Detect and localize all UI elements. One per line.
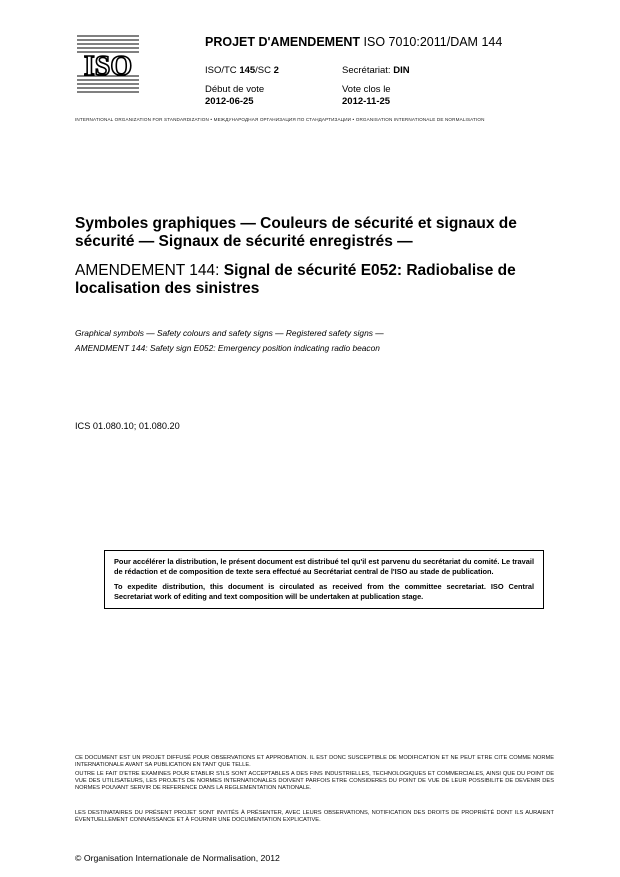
vote-end-label: Vote clos le	[342, 84, 391, 95]
main-title: Symboles graphiques — Couleurs de sécurité et signaux de sécurité — Signaux de sécurité enregistrés —	[75, 215, 517, 250]
amendment-title: AMENDEMENT 144: Signal de sécurité E052: Radiobalise de localisation des sinistres	[75, 262, 516, 297]
notice-english: To expedite distribution, this document is circulated as received from the committee secretariat. ISO Central Secretariat work of editing and text composition will be undertaken at publication stage.	[114, 581, 534, 601]
iso-logo	[75, 33, 141, 95]
committee-ref: ISO/TC 145/SC 2	[205, 65, 279, 76]
header-title-rest: ISO 7010:2011/DAM 144	[360, 35, 503, 49]
header-title-bold: PROJET D'AMENDEMENT	[205, 35, 361, 49]
disclaimer-paragraph-3: LES DESTINATAIRES DU PRÉSENT PROJET SONT INVITÉS À PRÉSENTER, AVEC LEURS OBSERVATIONS, NOTIFICATION DES DROITS DE PROPRIÉTÉ DONT ILS AURAIENT ÉVENTUELLEMENT CONNAISSANCE ET À FOURNIR UNE DOCUMENTATION EXPLICATIVE.	[75, 810, 554, 824]
copyright-notice: © Organisation Internationale de Normalisation, 2012	[75, 853, 280, 863]
vote-start-date: 2012-06-25	[205, 96, 254, 107]
vote-start-label: Début de vote	[205, 84, 265, 95]
vote-end-date: 2012-11-25	[342, 96, 391, 107]
notice-french: Pour accélérer la distribution, le présent document est distribué tel qu'il est parvenu du secrétariat du comité. Le travail de rédaction et de composition de texte sera effectué au Secrétariat central de l'ISO au stade de publication.	[114, 557, 534, 577]
document-title-header	[205, 35, 502, 49]
english-title-line2: AMENDMENT 144: Safety sign E052: Emergency position indicating radio beacon	[75, 343, 380, 353]
iso-logo-text: ISO	[83, 51, 133, 82]
english-title	[75, 326, 555, 356]
disclaimer-paragraph-1: CE DOCUMENT EST UN PROJET DIFFUSÉ POUR OBSERVATIONS ET APPROBATION. IL EST DONC SUSCEPTIBLE DE MODIFICATION ET NE PEUT ETRE CITE COMME NORME INTERNATIONALE AVANT SA PUBLICATION EN TANT QUE TELLE.	[75, 755, 554, 769]
distribution-notice	[104, 550, 544, 609]
disclaimer-paragraph-2: OUTRE LE FAIT D'ETRE EXAMINES POUR ETABLIR S'ILS SONT ACCEPTABLES A DES FINS INDUSTRIELLES, TECHNOLOGIQUES ET COMMERCIALES, AINSI QUE DU POINT DE VUE DES UTILISATEURS, LES PROJETS DE NORMES INTERNATIONALES DOIVENT PARFOIS ETRE CONSIDERES DU POINT DE VUE DE LEUR POSSIBILITE DE DEVENIR DES NORMES POUVANT SERVIR DE REFERENCE DANS LA REGLEMENTATION NATIONALE.	[75, 771, 554, 792]
ics-codes: ICS 01.080.10; 01.080.20	[75, 421, 180, 431]
english-title-line1: Graphical symbols — Safety colours and safety signs — Registered safety signs —	[75, 328, 384, 338]
secretariat: Secrétariat: DIN	[342, 65, 410, 76]
organization-names: INTERNATIONAL ORGANIZATION FOR STANDARDIZATION • МЕЖДУНАРОДНАЯ ОРГАНИЗАЦИЯ ПО СТАНДАРТИЗАЦИИ • ORGANISATION INTERNATIONALE DE NORMALISATION	[75, 117, 485, 122]
